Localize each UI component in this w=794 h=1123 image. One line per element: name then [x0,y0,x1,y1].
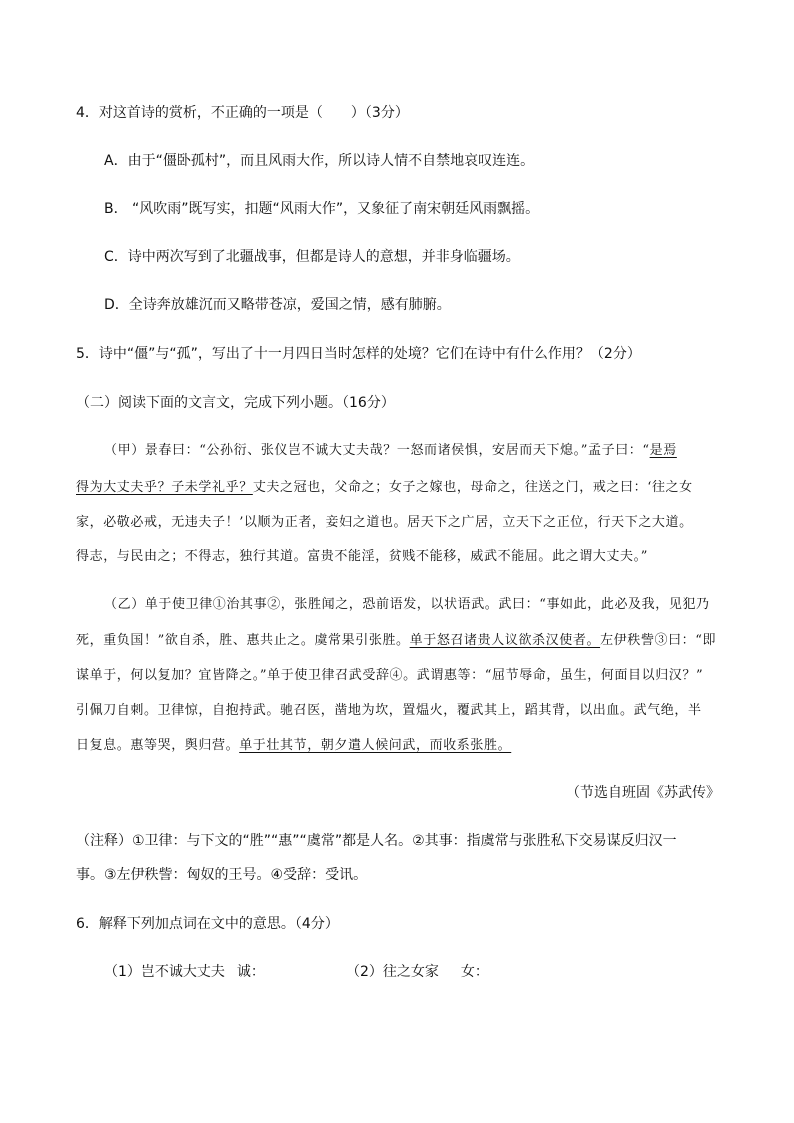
question-4-option-d: D．全诗奔放雄沉而又略带苍凉，爱国之情，感有肺腑。 [104,297,451,313]
passage-source: （节选自班固《苏武传》 [566,785,720,801]
question-4-option-b: B． “风吹雨”既写实，扣题“风雨大作”，又象征了南宋朝廷风雨飘摇。 [104,201,540,217]
question-6-item-1: （1）岂不诚大丈夫 诚： [104,964,265,980]
passage-jia-line-1: （甲）景春曰：“公孙衍、张仪岂不诚大丈夫哉？一怒而诸侯惧，安居而天下熄。”孟子曰：“是焉 [104,443,677,458]
question-6-stem: 6．解释下列加点词在文中的意思。（4分） [76,916,339,932]
passage-yi-line-4: 引佩刀自刺。卫律惊，自抱持武。驰召医，凿地为坎，置煴火，覆武其上，蹈其背，以出血。武气绝，半 [76,703,702,718]
passage-jia-line-2: 得为大丈夫乎？子未学礼乎？丈夫之冠也，父命之；女子之嫁也，母命之，往送之门，戒之曰：‘往之女 [76,480,693,495]
annotation-line-2: 事。③左伊秩訾：匈奴的王号。④受辞：受讯。 [76,867,368,883]
passage-yi-line-3: 谋单于，何以复加？宜皆降之。”单于使卫律召武受辞④。武谓惠等：“屈节辱命，虽生，何面目以归汉？” [76,668,704,683]
question-4-option-a: A．由于“僵卧孤村”，而且风雨大作，所以诗人情不自禁地哀叹连连。 [104,153,535,169]
question-4-option-c: C．诗中两次写到了北疆战事，但都是诗人的意想，并非身临疆场。 [104,249,520,265]
section-2-heading: （二）阅读下面的文言文，完成下列小题。（16分） [76,395,395,411]
question-6-item-2: （2）往之女家 女： [346,964,489,980]
annotation-line-1: （注释）①卫律：与下文的“胜”“惠”“虞常”都是人名。②其事：指虞常与张胜私下交易谋反归汉一 [76,833,677,849]
underlined-phrase: 得为大丈夫乎？子未学礼乎？ [76,480,253,495]
passage-jia-line-4: 得志，与民由之；不得志，独行其道。富贵不能淫，贫贱不能移，威武不能屈。此之谓大丈夫。” [76,549,648,564]
passage-yi-line-5: 日复息。惠等哭，舆归营。单于壮其节，朝夕遣人候问武，而收系张胜。 [76,738,512,753]
underlined-phrase: 是焉 [649,443,677,458]
passage-yi-line-1: （乙）单于使卫律①治其事②，张胜闻之，恐前语发，以状语武。武曰：“事如此，此必及我，见犯乃 [104,597,710,612]
underlined-phrase: 单于怒召诸贵人议欲杀汉使者。 [409,633,601,648]
passage-yi-line-2: 死，重负国！”欲自杀，胜、惠共止之。虞常果引张胜。单于怒召诸贵人议欲杀汉使者。左伊秩訾③曰：“即 [76,633,717,648]
underlined-phrase: 单于壮其节，朝夕遣人候问武，而收系张胜。 [239,738,512,753]
question-4-stem: 4．对这首诗的赏析，不正确的一项是（ ）（3分） [76,105,409,121]
question-5-stem: 5．诗中“僵”与“孤”，写出了十一月四日当时怎样的处境？它们在诗中有什么作用？（2分） [76,346,641,362]
passage-jia-line-3: 家，必敬必戒，无违夫子！’以顺为正者，妾妇之道也。居天下之广居，立天下之正位，行天下之大道。 [76,515,693,530]
